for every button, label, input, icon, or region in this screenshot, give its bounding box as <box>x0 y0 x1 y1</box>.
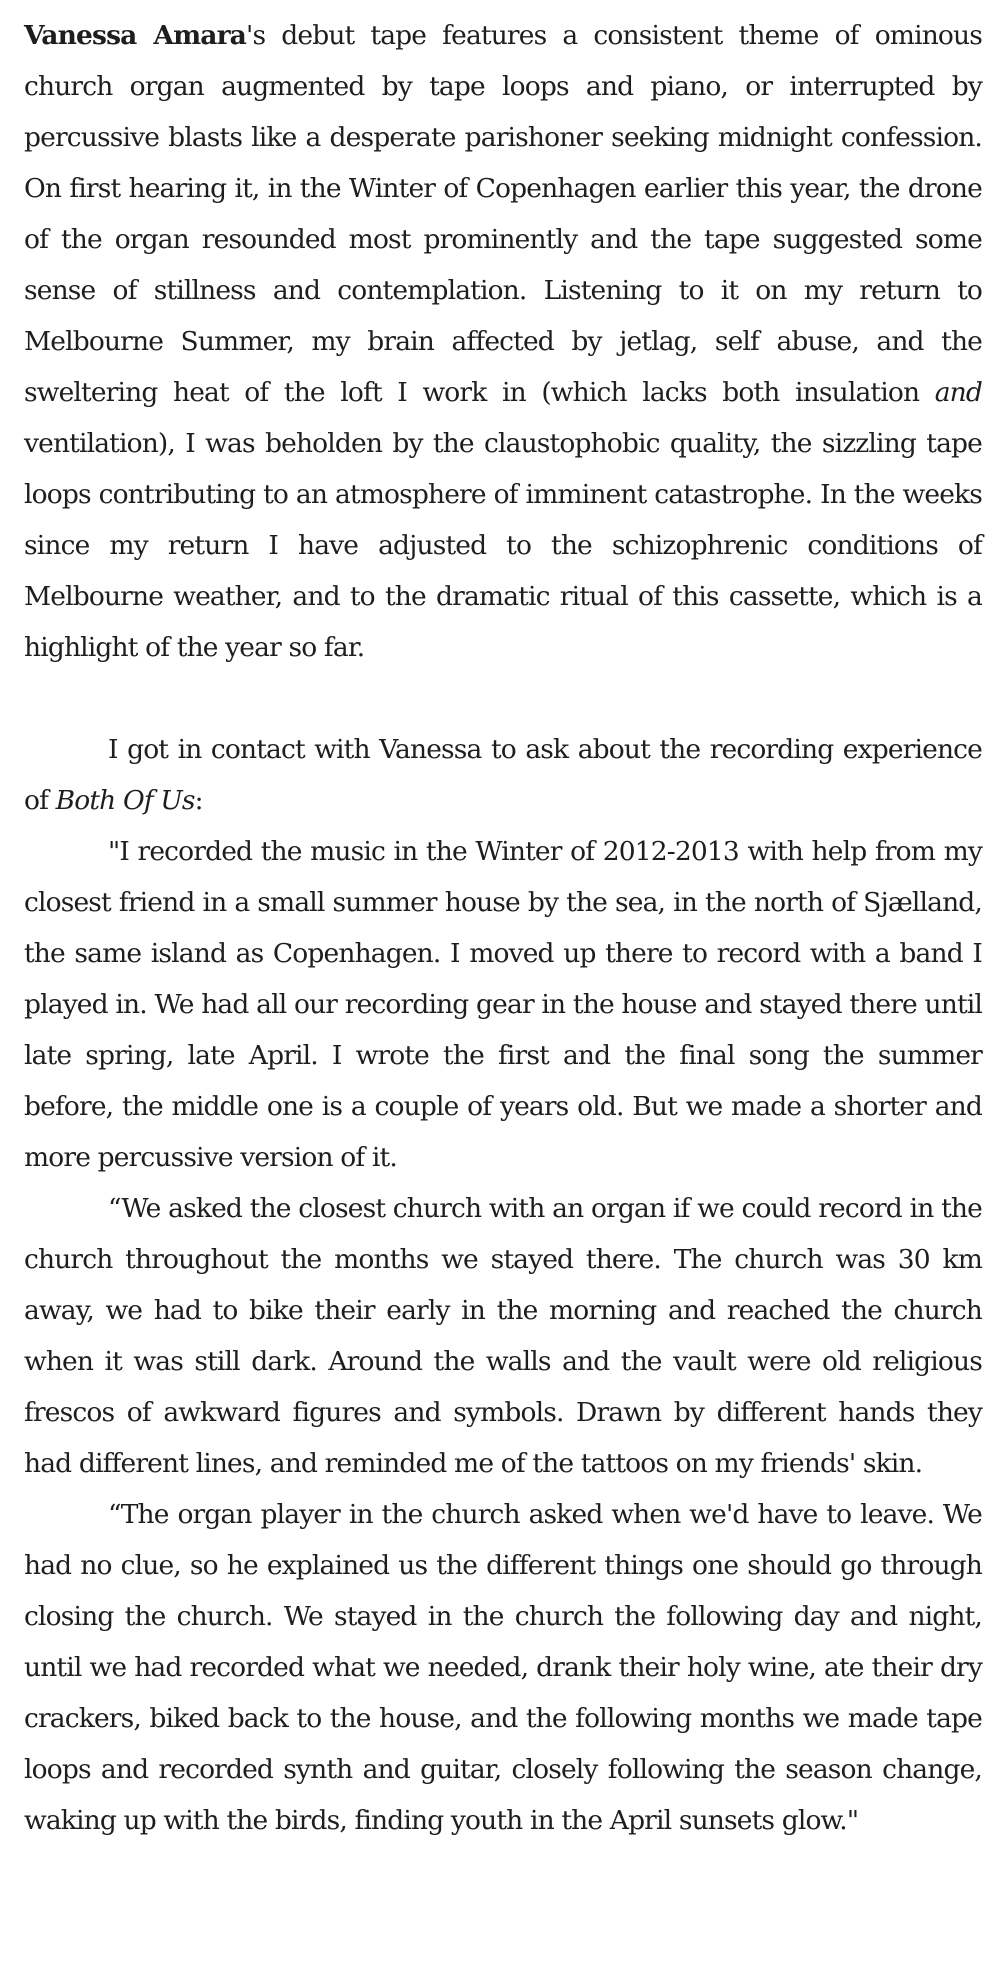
intro-paragraph <box>24 10 982 673</box>
intro-emphasis: and <box>934 377 982 408</box>
quote-paragraph-organ-player: “The organ player in the church asked when we'd have to leave. We had no clue, so he explained us the different things one should go through closing the church. We stayed in the church the following day and night, until we had recorded what we needed, drank their holy wine, ate their dry crackers, biked back to the house, and the following months we made tape loops and recorded synth and guitar, closely following the season change, waking up with the birds, finding youth in the April sunsets glow." <box>24 1499 982 1836</box>
artist-name: Vanessa Amara <box>24 20 247 51</box>
album-title: Both Of Us <box>55 785 195 816</box>
quote-paragraph-recording: "I recorded the music in the Winter of 2012-2013 with help from my closest friend in a small summer house by the sea, in the north of Sjælland, the same island as Copenhagen. I moved up there to record with a band I played in. We had all our recording gear in the house and stayed there until late spring, late April. I wrote the first and the final song the summer before, the middle one is a couple of years old. But we made a shorter and more percussive version of it. <box>24 836 982 1173</box>
intro-text-part-1: 's debut tape features a consistent theme of ominous church organ augmented by tape loops and piano, or interrupted by percussive blasts like a desperate parishoner seeking midnight confession. On first hearing it, in the Winter of Copenhagen earlier this year, the drone of the organ resounded most prominently and the tape suggested some sense of stillness and contemplation. Listening to it on my return to Melbourne Summer, my brain affected by jetlag, self abuse, and the sweltering heat of the loft I work in (which lacks both insulation <box>24 20 982 408</box>
contact-text-part-2: : <box>194 785 203 816</box>
intro-text-part-2: ventilation), I was beholden by the claustophobic quality, the sizzling tape loops contributing to an atmosphere of imminent catastrophe. In the weeks since my return I have adjusted to the schizophrenic conditions of Melbourne weather, and to the dramatic ritual of this cassette, which is a highlight of the year so far. <box>24 428 982 663</box>
contact-text-part-1: I got in contact with Vanessa to ask about the recording experience of <box>24 734 982 816</box>
paragraph-gap <box>24 673 982 724</box>
quote-paragraph-church: “We asked the closest church with an organ if we could record in the church throughout the months we stayed there. The church was 30 km away, we had to bike their early in the morning and reached the church when it was still dark. Around the walls and the vault were old religious frescos of awkward figures and symbols. Drawn by different hands they had different lines, and reminded me of the tattoos on my friends' skin. <box>24 1193 982 1479</box>
article-body <box>24 10 982 1846</box>
contact-paragraph <box>24 724 982 826</box>
